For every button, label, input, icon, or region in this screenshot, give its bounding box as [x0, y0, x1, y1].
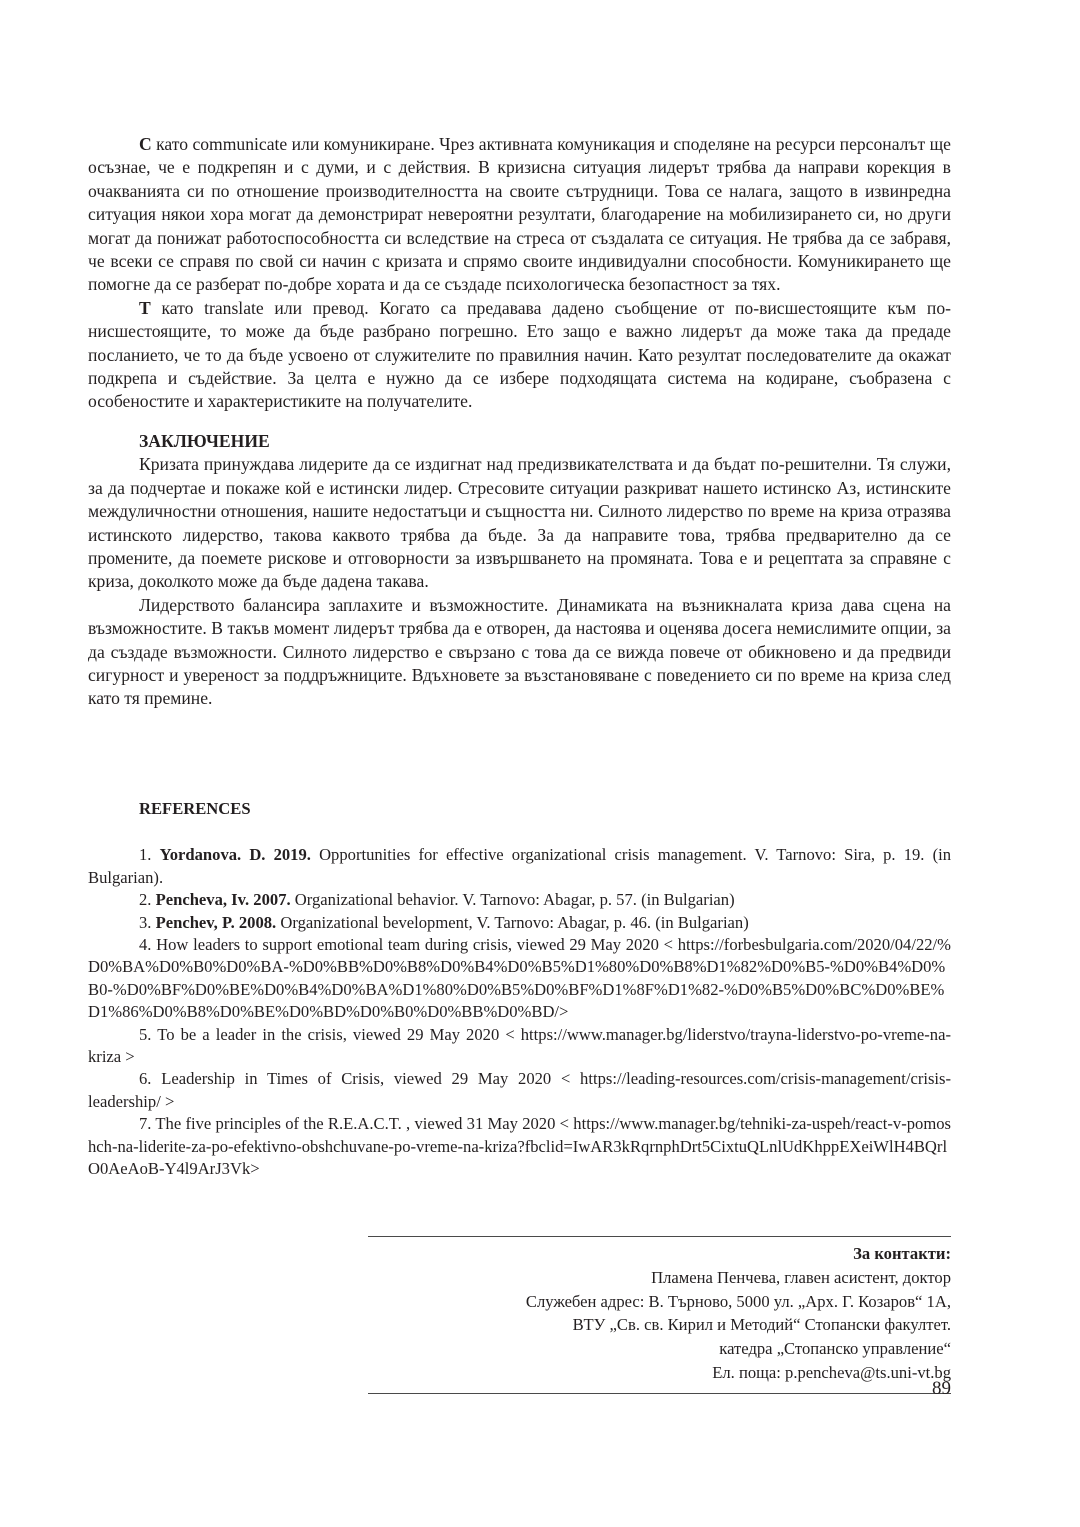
reference-item [88, 912, 951, 934]
conclusion-heading: ЗАКЛЮЧЕНИЕ [139, 430, 270, 451]
reference-number: 2. [139, 890, 156, 910]
reference-author: Penchev, P. 2008. [155, 912, 277, 932]
reference-item [88, 1024, 951, 1069]
contact-email: Ел. поща: p.pencheva@ts.uni-vt.bg [712, 1362, 951, 1382]
reference-number: 6. [139, 1069, 162, 1089]
reference-text: Organizational bevelopment, V. Tarnovo: Abagar, p. 46. (in Bulgarian) [276, 912, 749, 932]
conclusion-paragraph-2: Лидерството балансира заплахите и възможностите. Динамиката на възникналата криза дава сцена на възможностите. В такъв момент лидерът трябва да е отворен, да настоява и оценява досега немислимите опции, за да създаде възможности. Силното лидерство е свързано с това да се вижда повече от обикновено и да предвиди сигурност и увереност за поддръжниците. Вдъхновете за възстановяване с поведението си по време на криза след като тя премине. [88, 594, 951, 709]
reference-author: Yordanova. D. 2019. [159, 845, 311, 865]
letter-t: Т [139, 297, 151, 318]
conclusion-paragraph-1: Кризата принуждава лидерите да се издигнат над предизвикателствата и да бъдат по-решителни. Тя служи, за да подчертае и покаже кой е истински лидер. Стресовите ситуации разкриват нашето истинско Аз, истинските междуличностни отношения, нашите недостатъци и същността ни. Силното лидерство по време на криза отразява истинското лидерство, такова каквото трябва да бъде. За да направите това, трябва предварително да се промените, да поемете рискове и отговорности за извършването на промяната. Това е и рецептата за справяне с криза, доколкото може да бъде дадена такава. [88, 454, 951, 592]
reference-text: Leadership in Times of Crisis, viewed 29 May 2020 < https://leading-resources.com/crisis-management/crisis-leadership/ > [88, 1069, 952, 1111]
reference-text: Opportunities for effective organizational crisis management. V. Tarnovo: Sira, p. 19. (in Bulgarian). [88, 845, 951, 887]
contact-name: Пламена Пенчева, главен асистент, доктор [651, 1267, 951, 1287]
reference-number: 1. [139, 845, 160, 865]
reference-number: 5. [139, 1024, 158, 1044]
contact-box [368, 1236, 951, 1394]
reference-text: To be a leader in the crisis, viewed 29 May 2020 < https://www.manager.bg/liderstvo/trayna-liderstvo-po-vreme-na-kriza > [88, 1024, 951, 1067]
reference-item [88, 1113, 951, 1180]
reference-item [88, 1068, 951, 1113]
paragraph-communicate-text: като communicate или комуникиране. Чрез активната комуникация и споделяне на ресурси персоналът ще осъзнае, че е подкрепян и с думи, и с действия. В кризисна ситуация лидерът трябва да направи корекция в очакванията си по отношение производителността на своите сътрудници. Това се налага, защото в извинредна ситуация някои хора могат да демонстрират невероятни резултати, благодарение на мобилизирането си, но други могат да понижат работоспособността си вследствие на стреса от създалата се ситуация. Не трябва да се забравя, че всеки се справя по свой си начин с кризата и спрямо своите индивидуални способности. Комуникирането ще помогне да се разберат по-добре хората и да се създаде психологическа безопастност за тях. [88, 134, 951, 295]
contact-department: катедра „Стопанско управление“ [719, 1339, 951, 1359]
paragraph-translate-text: като translate или превод. Когато са предавава дадено съобщение от по-висшестоящите към по-нисшестоящите, то може да бъде разбрано погрешно. Ето защо е важно лидерът да може така да предаде посланието, че то да бъде усвоено от служителите по правилния начин. Като резултат последователите да окажат подкрепа и съдействие. За целта е нужно да се избере подходящата система на кодиране, съобразена с особеностите и характеристиките на получателите. [88, 297, 951, 412]
reference-text: The five principles of the R.E.A.C.T. , viewed 31 May 2020 < https://www.manager.bg/tehniki-za-uspeh/react-v-pomoshch-na-liderite-za-po-efektivno-obshchuvane-po-vreme-na-kriza?fbclid=IwAR3kRqrnphDrt5CixtuQLnlUdKhppEXeiWlH4BQrlO0AeAoB-Y4l9ArJ3Vk> [88, 1114, 951, 1179]
references-section [88, 798, 951, 1181]
page-number: 89 [932, 1378, 951, 1399]
contact-title: За контакти: [853, 1244, 951, 1263]
reference-number: 4. [139, 935, 157, 955]
paragraph-translate [88, 297, 951, 414]
reference-number: 3. [139, 912, 156, 932]
reference-item [88, 889, 951, 911]
letter-c: С [139, 134, 152, 154]
reference-number: 7. [139, 1114, 156, 1134]
reference-item [88, 844, 951, 889]
contact-address: Служебен адрес: В. Търново, 5000 ул. „Арх. Г. Козаров“ 1А, [525, 1291, 951, 1311]
contact-university: ВТУ „Св. св. Кирил и Методий“ Стопански факултет. [572, 1315, 951, 1335]
body-text [88, 133, 951, 711]
paragraph-communicate [88, 133, 951, 297]
reference-author: Pencheva, Iv. 2007. [155, 890, 291, 910]
reference-text: Organizational behavior. V. Tarnovo: Abagar, p. 57. (in Bulgarian) [290, 890, 735, 910]
reference-text: How leaders to support emotional team during crisis, viewed 29 May 2020 < https://forbesbulgaria.com/2020/04/22/%D0%BA%D0%B0%D0%BA-%D0%BB%D0%B8%D0%B4%D0%B5%D1%80%D0%B8%D1%82%D0%B5-%D0%B4%D0%B0-%D0%BF%D0%BE%D0%B4%D0%BA%D1%80%D0%B5%D0%BF%D1%8F%D1%82-%D0%B5%D0%BC%D0%BE%D1%86%D0%B8%D0%BE%D0%BD%D0%B0%D0%BB%D0%BD/> [88, 935, 951, 1022]
references-heading: REFERENCES [139, 799, 251, 818]
reference-item [88, 934, 951, 1024]
